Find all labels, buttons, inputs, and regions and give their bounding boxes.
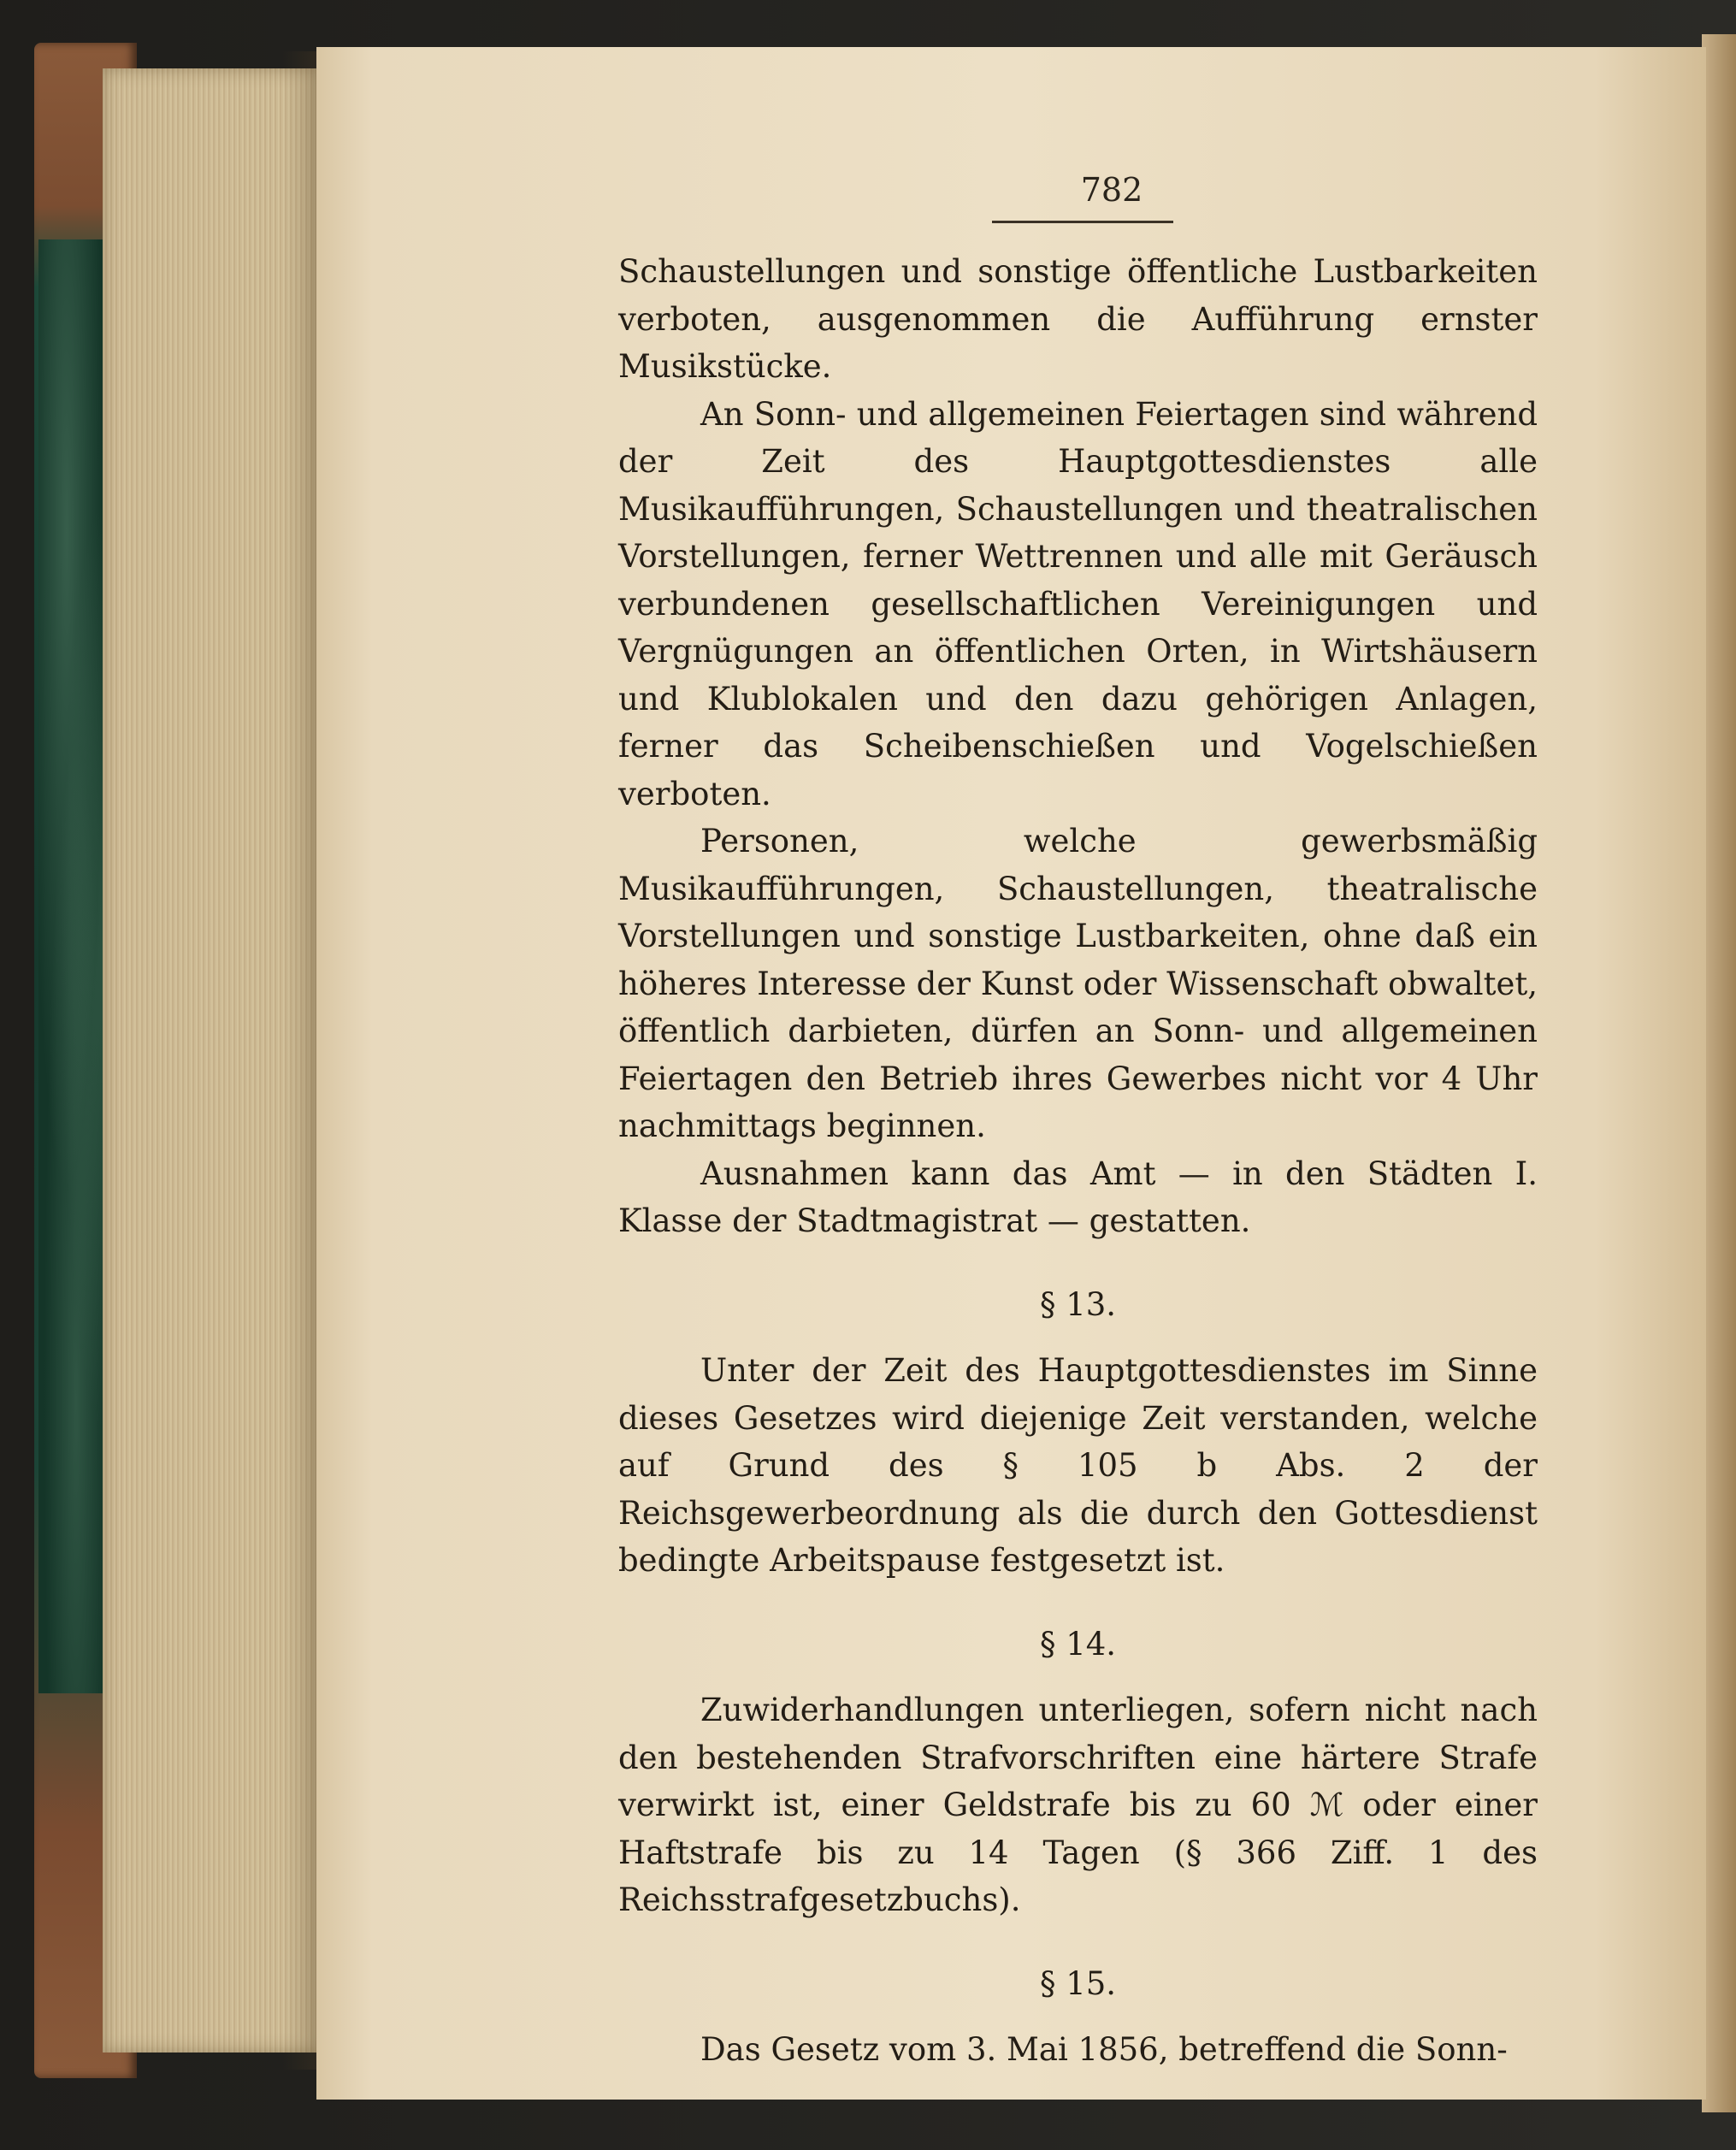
section-heading-14: § 14. <box>1039 1625 1117 1663</box>
paragraph: Unter der Zeit des Hauptgottesdienstes im Sinne dieses Gesetzes wird diejenige Zeit verstanden, welche auf Grund des § 105 b Abs. 2 der Reichsgewerbeordnung als die durch den Gottesdienst bedingte Arbeitspause festgesetzt ist. <box>618 1352 1538 1579</box>
header-rule <box>992 221 1173 223</box>
paragraph: Ausnahmen kann das Amt — in den Städten I. Klasse der Stadtmagistrat — gestatten. <box>618 1155 1538 1239</box>
section-heading-13: § 13. <box>1039 1285 1117 1323</box>
paragraph: Das Gesetz vom 3. Mai 1856, betreffend die Sonn- <box>700 2031 1508 2068</box>
paragraph: Personen, welche gewerbsmäßig Musikaufführungen, Schaustellungen, theatralische Vorstellungen und sonstige Lustbarkeiten, ohne daß ein höheres Interesse der Kunst oder Wissenschaft obwaltet, öffentlich darbieten, dürfen an Sonn- und allgemeinen Feiertagen den Betrieb ihres Gewerbes nicht vor 4 Uhr nachmittags beginnen. <box>618 823 1538 1144</box>
section-heading-15: § 15. <box>1039 1964 1117 2002</box>
page-number: 782 <box>1080 171 1143 209</box>
paragraph-continued: Schaustellungen und sonstige öffentliche Lustbarkeiten verboten, ausgenommen die Aufführung ernster Musikstücke. <box>618 253 1538 385</box>
paragraph: Zuwiderhandlungen unterliegen, sofern nicht nach den bestehenden Strafvorschriften eine härtere Strafe verwirkt ist, einer Geldstrafe bis zu 60 ℳ oder einer Haftstrafe bis zu 14 Tagen (§ 366 Ziff. 1 des Reichsstrafgesetzbuchs). <box>618 1692 1538 1918</box>
paragraph: An Sonn- und allgemeinen Feiertagen sind während der Zeit des Hauptgottesdienstes alle Musikaufführungen, Schaustellungen und theatralischen Vorstellungen, ferner Wettrennen und alle mit Geräusch verbundenen gesellschaftlichen Vereinigungen und Vergnügungen an öffentlichen Orten, in Wirtshäusern und Klublokalen und den dazu gehörigen Anlagen, ferner das Scheibenschießen und Vogelschießen verboten. <box>618 395 1538 812</box>
right-page-edge <box>1702 34 1736 2112</box>
page-text <box>618 248 1538 2074</box>
